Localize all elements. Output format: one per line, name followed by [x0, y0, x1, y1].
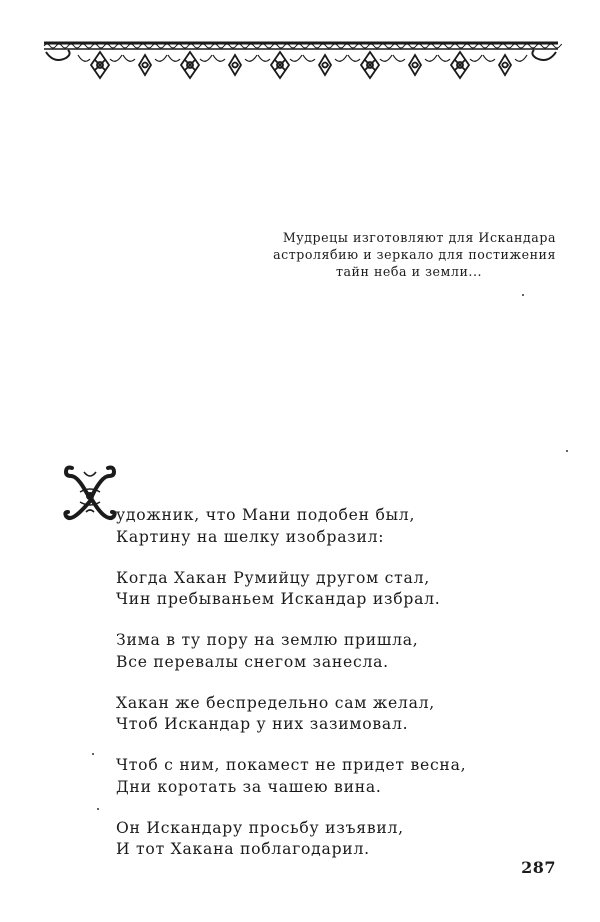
print-speck [97, 808, 99, 810]
print-speck [92, 753, 94, 755]
knot-motif [168, 52, 212, 78]
knot-motif [213, 55, 257, 75]
verse-line: Чтоб Искандар у них зазимовал. [116, 715, 409, 733]
epigraph-line: Мудрецы изготовляют для Искандара [282, 230, 556, 245]
verse-line: Чтоб с ним, покамест не придет весна, [116, 756, 467, 774]
knot-motif [78, 52, 122, 78]
stanza [116, 505, 556, 548]
verse-line: Зима в ту пору на землю пришла, [116, 631, 419, 649]
verse-line: Картину на шелку изобразил: [116, 527, 385, 546]
verse-line: Дни коротать за чашею вина. [116, 777, 382, 796]
poem-body [116, 505, 556, 880]
knot-motif [438, 52, 482, 78]
knot-motif [123, 55, 167, 75]
stanza [116, 630, 556, 673]
print-speck [566, 450, 568, 452]
verse-line: Он Искандару просьбу изъявил, [116, 818, 404, 837]
ornamental-border [40, 38, 562, 84]
knot-motif [483, 55, 527, 75]
verse-line: Чин пребываньем Искандар избрал. [116, 590, 441, 608]
stanza [116, 818, 556, 861]
knot-motif [348, 52, 392, 78]
epigraph-line: астролябию и зеркало для постижения [273, 247, 556, 262]
epigraph [250, 229, 556, 280]
verse-line: Все перевалы снегом занесла. [116, 652, 389, 671]
stanza [116, 693, 556, 736]
stanza [116, 755, 556, 798]
stanza [116, 568, 556, 611]
knot-motif [303, 55, 347, 75]
verse-line: удожник, что Мани подобен был, [116, 506, 416, 524]
page-number: 287 [521, 858, 556, 877]
verse-line: И тот Хакана поблагодарил. [116, 840, 370, 858]
verse-line: Хакан же беспредельно сам желал, [116, 693, 435, 712]
knot-motif [258, 52, 302, 78]
knot-motif [393, 55, 437, 75]
drop-cap-letter [62, 462, 118, 526]
print-speck [522, 294, 524, 296]
epigraph-line: тайн неба и земли... [335, 264, 483, 279]
verse-line: Когда Хакан Румийцу другом стал, [116, 568, 430, 587]
